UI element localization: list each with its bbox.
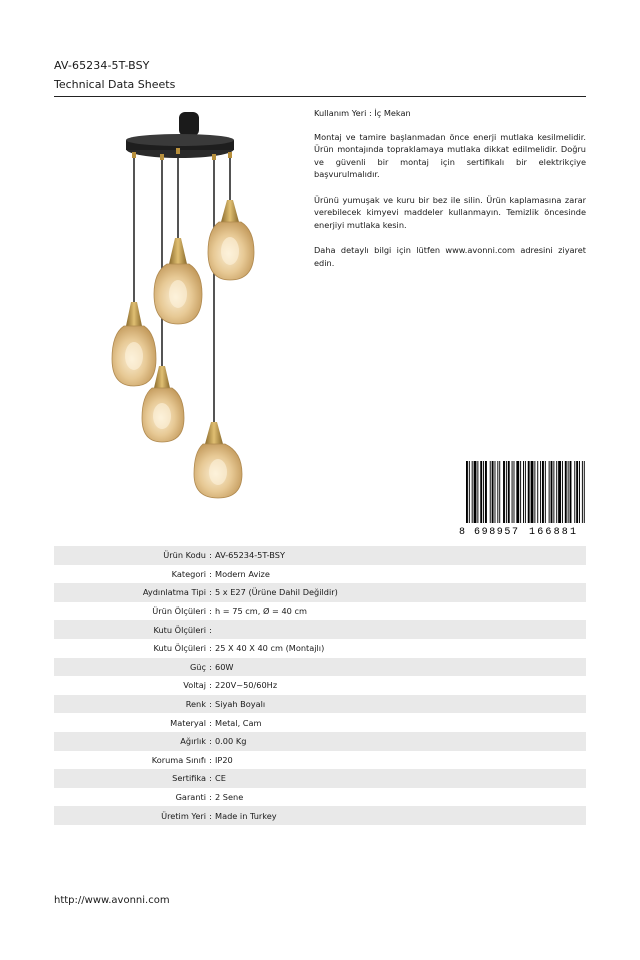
spec-table <box>54 546 586 825</box>
barcode-bar <box>582 461 583 523</box>
barcode-bar <box>558 461 561 523</box>
document-header <box>54 58 586 93</box>
spec-separator: : <box>209 624 212 635</box>
website-paragraph: Daha detaylı bilgi için lütfen www.avonni.com adresini ziyaret edin. <box>314 244 586 268</box>
barcode-right-digits: 166881 <box>529 527 576 537</box>
usage-location: Kullanım Yeri : İç Mekan <box>314 108 411 118</box>
barcode-bar <box>574 461 575 523</box>
spec-row <box>54 732 586 751</box>
barcode-bar <box>528 461 530 523</box>
barcode-bar <box>495 461 496 523</box>
spec-separator: : <box>209 736 212 747</box>
spec-value: 220V~50/60Hz <box>215 680 278 691</box>
barcode-bar <box>576 461 578 523</box>
spec-separator: : <box>209 792 212 803</box>
barcode-bar <box>579 461 580 523</box>
spec-separator: : <box>209 568 212 579</box>
spec-row <box>54 788 586 807</box>
info-text <box>314 107 586 282</box>
cleaning-paragraph: Ürünü yumuşak ve kuru bir bez ile silin. Ürün kaplamasına zarar verebilecek kimyevi maddeler kullanmayın. Temizlik öncesinde enerjiyi mutlaka kesin. <box>314 194 586 230</box>
barcode-bar <box>499 461 500 523</box>
spec-separator: : <box>209 773 212 784</box>
product-code-title: AV-65234-5T-BSY <box>54 59 150 72</box>
barcode-bar <box>483 461 484 523</box>
spec-label: Kutu Ölçüleri <box>153 624 206 635</box>
spec-value: 25 X 40 X 40 cm (Montajlı) <box>215 643 325 654</box>
spec-separator: : <box>209 550 212 561</box>
barcode <box>458 461 586 537</box>
barcode-bar <box>549 461 550 523</box>
spec-row <box>54 620 586 639</box>
spec-row <box>54 546 586 565</box>
barcode-bar <box>562 461 563 523</box>
spec-value: AV-65234-5T-BSY <box>215 550 285 561</box>
barcode-bar <box>537 461 538 523</box>
barcode-bar <box>565 461 567 523</box>
spec-value: Modern Avize <box>215 568 270 579</box>
barcode-bar <box>490 461 491 523</box>
spec-separator: : <box>209 606 212 617</box>
spec-row <box>54 751 586 770</box>
barcode-bar <box>506 461 507 523</box>
barcode-bar <box>469 461 470 523</box>
barcode-bar <box>480 461 482 523</box>
spec-row <box>54 713 586 732</box>
barcode-bar <box>534 461 535 523</box>
barcode-bar <box>508 461 510 523</box>
footer-url[interactable]: http://www.avonni.com <box>54 895 170 906</box>
spec-row <box>54 658 586 677</box>
safety-paragraph: Montaj ve tamire başlanmadan önce enerji mutlaka kesilmelidir. Ürün montajında topraklamaya mutlaka dikkat edilmelidir. Doğru ve güvenli bir montaj için sertifikalı bir elektrikçiye başvurulmalıdır. <box>314 131 586 180</box>
barcode-bars <box>466 461 585 523</box>
barcode-bar <box>466 461 468 523</box>
barcode-bar <box>553 461 554 523</box>
barcode-first-digit: 8 <box>459 527 466 537</box>
barcode-bar <box>531 461 534 523</box>
spec-separator: : <box>209 661 212 672</box>
spec-value: Siyah Boyalı <box>215 699 266 710</box>
barcode-bar <box>477 461 478 523</box>
barcode-bar <box>497 461 498 523</box>
spec-value: h = 75 cm, Ø = 40 cm <box>215 606 307 617</box>
barcode-bar <box>523 461 524 523</box>
spec-label: Kutu Ölçüleri <box>153 643 206 654</box>
spec-label: Koruma Sınıfı <box>151 754 206 765</box>
barcode-bar <box>568 461 569 523</box>
spec-label: Garanti <box>175 792 206 803</box>
spec-separator: : <box>209 717 212 728</box>
product-image <box>54 104 304 514</box>
spec-label: Ağırlık <box>180 736 206 747</box>
barcode-bar <box>485 461 487 523</box>
spec-value: 0.00 Kg <box>215 736 247 747</box>
barcode-bar <box>512 461 513 523</box>
header-divider <box>54 96 586 97</box>
spec-row <box>54 583 586 602</box>
spec-value: Metal, Cam <box>215 717 262 728</box>
spec-separator: : <box>209 680 212 691</box>
spec-row <box>54 602 586 621</box>
spec-row <box>54 769 586 788</box>
barcode-bar <box>503 461 505 523</box>
spec-label: Materyal <box>170 717 206 728</box>
barcode-bar <box>472 461 473 523</box>
spec-label: Voltaj <box>183 680 206 691</box>
spec-separator: : <box>209 587 212 598</box>
spec-row <box>54 806 586 825</box>
barcode-bar <box>545 461 546 523</box>
spec-separator: : <box>209 643 212 654</box>
spec-label: Sertifika <box>172 773 206 784</box>
barcode-bar <box>542 461 544 523</box>
barcode-bar <box>525 461 526 523</box>
spec-value: 60W <box>215 661 234 672</box>
spec-separator: : <box>209 810 212 821</box>
spec-row <box>54 639 586 658</box>
spec-value: Made in Turkey <box>215 810 277 821</box>
document-subtitle: Technical Data Sheets <box>54 78 176 91</box>
barcode-bar <box>570 461 572 523</box>
spec-label: Aydınlatma Tipi <box>142 587 206 598</box>
spec-label: Renk <box>185 699 206 710</box>
spec-separator: : <box>209 699 212 710</box>
spec-value: 2 Sene <box>215 792 244 803</box>
spec-row <box>54 565 586 584</box>
spec-label: Kategori <box>171 568 206 579</box>
spec-value: 5 x E27 (Ürüne Dahil Değildir) <box>215 587 338 598</box>
spec-row <box>54 676 586 695</box>
barcode-left-digits: 698957 <box>474 527 518 537</box>
barcode-bar <box>551 461 553 523</box>
spec-label: Ürün Kodu <box>163 550 206 561</box>
barcode-bar <box>584 461 585 523</box>
spec-value: IP20 <box>215 754 233 765</box>
barcode-bar <box>516 461 519 523</box>
barcode-bar <box>474 461 477 523</box>
barcode-bar <box>556 461 557 523</box>
spec-label: Güç <box>189 661 206 672</box>
barcode-bar <box>514 461 515 523</box>
spec-label: Üretim Yeri <box>161 810 206 821</box>
spec-value: CE <box>215 773 226 784</box>
spec-label: Ürün Ölçüleri <box>152 606 206 617</box>
barcode-bar <box>540 461 541 523</box>
spec-separator: : <box>209 754 212 765</box>
barcode-bar <box>492 461 494 523</box>
spec-row <box>54 695 586 714</box>
barcode-bar <box>520 461 521 523</box>
